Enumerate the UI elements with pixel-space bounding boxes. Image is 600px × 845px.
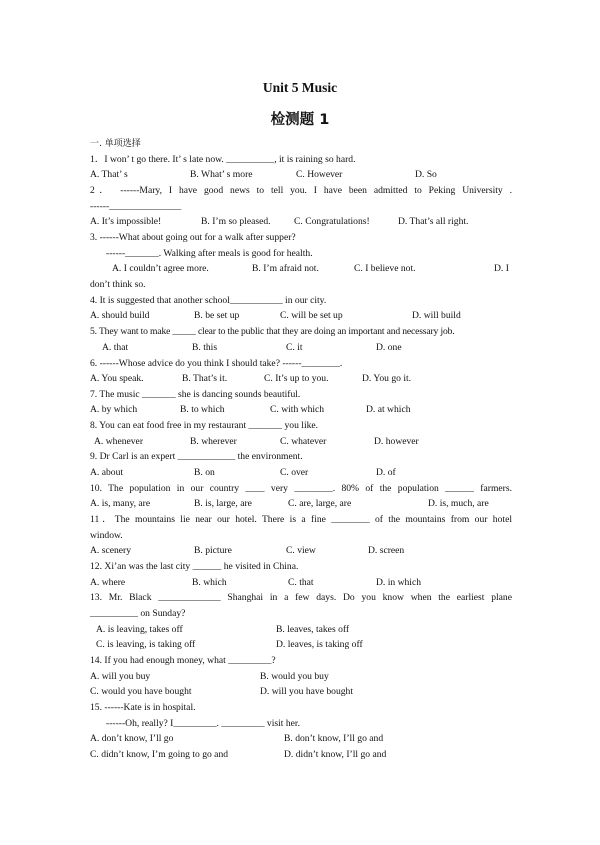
- option-d: D. is, much, are: [428, 498, 489, 509]
- option-c: C. whatever: [280, 436, 327, 447]
- option-a: A. is leaving, takes off: [96, 624, 183, 635]
- option-a: A. where: [90, 577, 126, 588]
- question-stem: 5. They want to make _____ clear to the public that they are doing an important and necessary job.: [90, 326, 455, 337]
- question-stem: 13. Mr. Black _____________ Shanghai in a few days. Do you know when the earliest plane: [90, 592, 512, 603]
- question-stem: 15. ------Kate is in hospital.: [90, 702, 196, 713]
- option-d: D. That’s all right.: [398, 216, 469, 227]
- option-c: C. over: [280, 467, 309, 478]
- option-b: B. That’s it.: [182, 373, 228, 384]
- option-d: D. in which: [376, 577, 422, 588]
- option-c: C. are, large, are: [288, 498, 352, 509]
- option-b: B. this: [192, 342, 218, 353]
- option-c: C. However: [296, 169, 343, 180]
- option-d: D. You go it.: [362, 373, 412, 384]
- option-c: C. will be set up: [280, 310, 343, 321]
- option-d: D. will build: [412, 310, 461, 321]
- option-c: C. that: [288, 577, 314, 588]
- option-a: A. by which: [90, 404, 138, 415]
- question-stem-cont: window.: [90, 530, 123, 541]
- option-a: A. scenery: [90, 545, 132, 556]
- question-stem: 3. ------What about going out for a walk after supper?: [90, 232, 296, 243]
- option-b: B. which: [192, 577, 227, 588]
- option-b: B. picture: [194, 545, 232, 556]
- question-stem: 2． ------Mary, I have good news to tell you. I have been admitted to Peking University .: [90, 185, 512, 196]
- question-stem-cont: __________ on Sunday?: [90, 608, 186, 619]
- question-stem-cont: ------Oh, really? I_________. _________ visit her.: [106, 718, 300, 729]
- question-stem: 8. You can eat food free in my restaurant _______ you like.: [90, 420, 319, 431]
- option-c: C. view: [286, 545, 316, 556]
- question-stem: 10. The population in our country ____ very ________. 80% of the population ______ farmers.: [90, 483, 512, 494]
- option-c: C. Congratulations!: [294, 216, 370, 227]
- option-c: C. didn’t know, I’m going to go and: [90, 749, 229, 760]
- question-stem: 11．The mountains lie near our hotel. There is a fine ________ of the mountains from our hotel: [90, 514, 512, 525]
- question-stem: 4. It is suggested that another school___________ in our city.: [90, 295, 327, 306]
- option-d: D. will you have bought: [260, 686, 353, 697]
- option-d: D. of: [376, 467, 396, 478]
- option-b: B. wherever: [190, 436, 237, 447]
- question-stem: 6. ------Whose advice do you think I should take? ------________.: [90, 358, 343, 369]
- option-b: B. leaves, takes off: [276, 624, 350, 635]
- option-d: D. screen: [368, 545, 405, 556]
- question-stem: 12. Xi’an was the last city ______ he visited in China.: [90, 561, 299, 572]
- option-d: D. however: [374, 436, 419, 447]
- question-stem: 14. If you had enough money, what _________?: [90, 655, 276, 666]
- option-a: A. about: [90, 467, 124, 478]
- option-c: C. is leaving, is taking off: [96, 639, 196, 650]
- option-c: C. It’s up to you.: [264, 373, 329, 384]
- option-b: B. I’m afraid not.: [252, 263, 319, 274]
- option-b: B. be set up: [194, 310, 240, 321]
- option-a: A. I couldn’t agree more.: [112, 263, 209, 274]
- option-d: D. So: [415, 169, 437, 180]
- option-b: B. on: [194, 467, 215, 478]
- page-subtitle: 检测题 1: [270, 112, 330, 128]
- option-c: C. it: [286, 342, 303, 353]
- option-d: D. didn’t know, I’ll go and: [284, 749, 387, 760]
- question-stem-cont: don’t think so.: [90, 279, 146, 290]
- question-stem: 9. Dr Carl is an expert ____________ the environment.: [90, 451, 303, 462]
- question-stem: 7. The music _______ she is dancing sounds beautiful.: [90, 389, 301, 400]
- option-a: A. don’t know, I’ll go: [90, 733, 174, 744]
- option-a: A. That’ s: [90, 169, 128, 180]
- option-b: B. is, large, are: [194, 498, 252, 509]
- option-d: D. I: [494, 263, 509, 274]
- option-d: D. leaves, is taking off: [276, 639, 363, 650]
- option-c: C. I believe not.: [354, 263, 416, 274]
- option-c: C. with which: [270, 404, 325, 415]
- option-a: A. that: [102, 342, 129, 353]
- option-a: A. is, many, are: [90, 498, 151, 509]
- option-b: B. would you buy: [260, 671, 329, 682]
- question-stem-cont: ------_______. Walking after meals is good for health.: [106, 248, 313, 259]
- option-a: A. You speak.: [90, 373, 144, 384]
- option-c: C. would you have bought: [90, 686, 192, 697]
- question-stem-cont: ------_______________: [90, 201, 182, 212]
- option-a: A. will you buy: [90, 671, 151, 682]
- option-a: A. whenever: [94, 436, 144, 447]
- section-heading: 一. 单项选择: [90, 139, 141, 149]
- option-b: B. don’t know, I’ll go and: [284, 733, 384, 744]
- option-a: A. should build: [90, 310, 150, 321]
- option-b: B. to which: [180, 404, 225, 415]
- option-d: D. one: [376, 342, 402, 353]
- page-title: Unit 5 Music: [262, 80, 338, 95]
- option-a: A. It’s impossible!: [90, 216, 162, 227]
- question-stem: 1．I won’ t go there. It’ s late now. __________, it is raining so hard.: [90, 154, 356, 165]
- option-b: B. What’ s more: [190, 169, 253, 180]
- option-d: D. at which: [366, 404, 411, 415]
- option-b: B. I’m so pleased.: [201, 216, 271, 227]
